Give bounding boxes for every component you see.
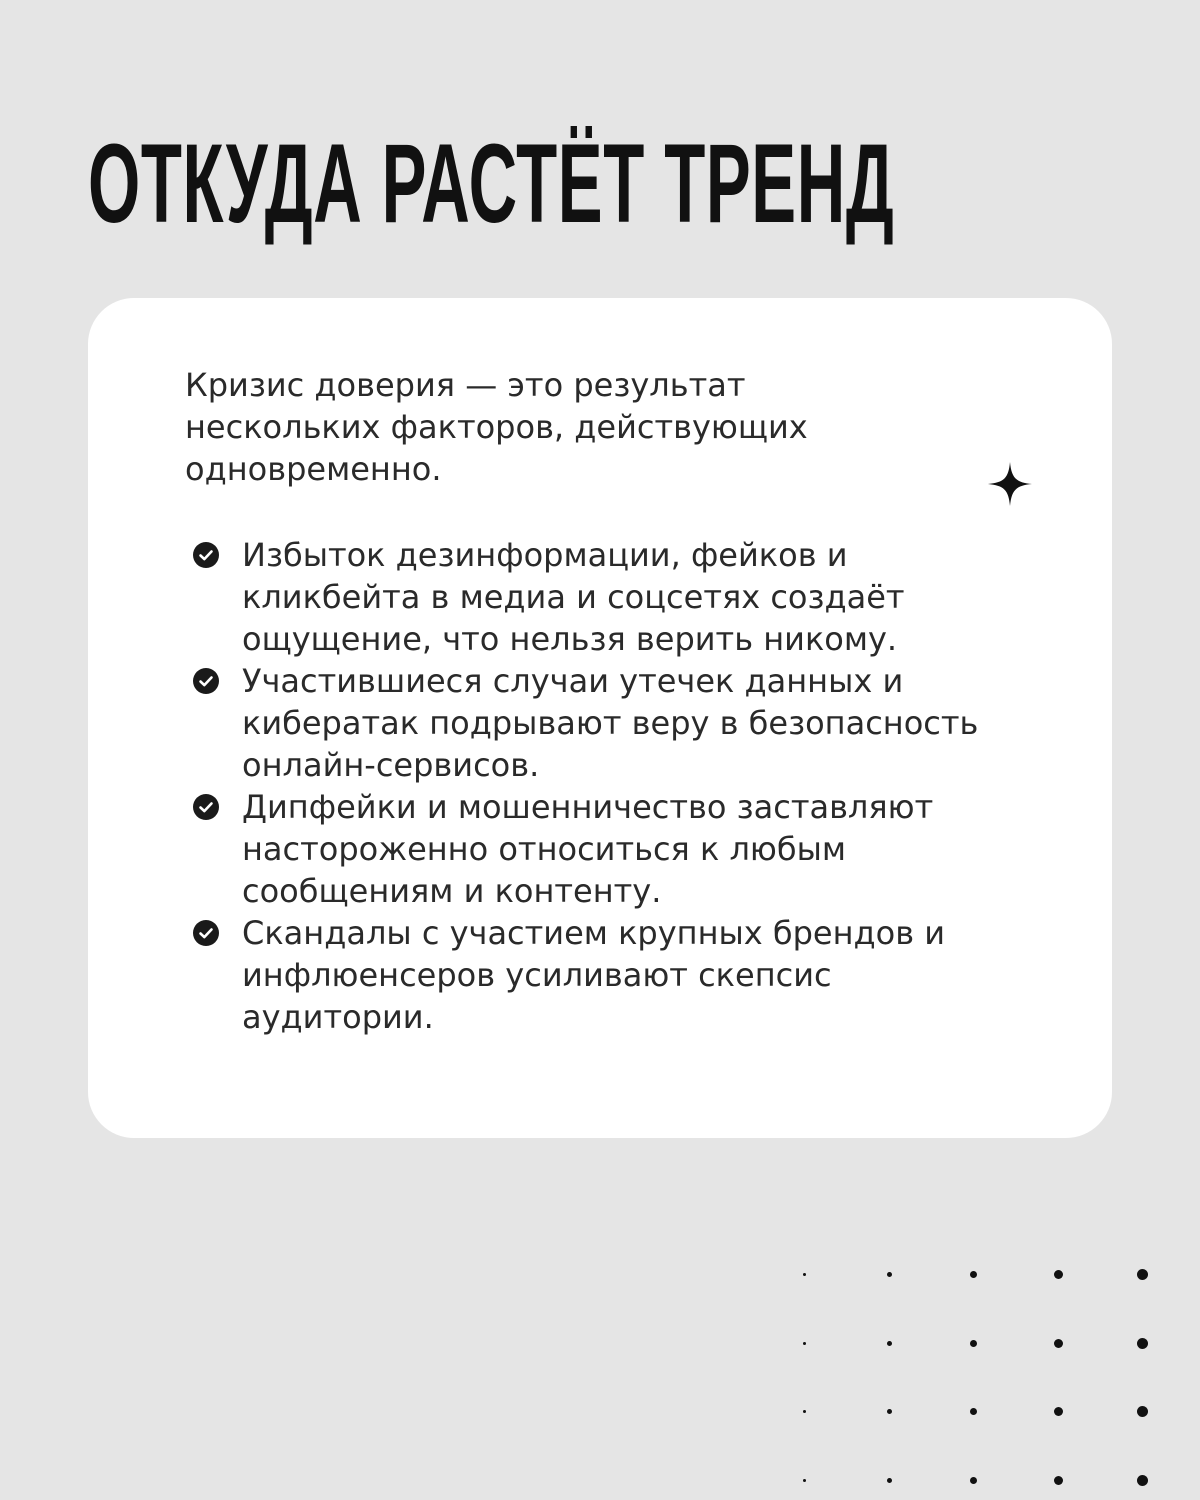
- dot: [803, 1479, 806, 1482]
- dot: [1137, 1338, 1148, 1349]
- intro-text: Кризис доверия — это результат нескольких факторов, действующих одновременно.: [185, 366, 808, 488]
- list-item: [185, 786, 1025, 912]
- check-circle-icon: [193, 794, 219, 820]
- check-circle-icon: [193, 668, 219, 694]
- dot: [1137, 1475, 1148, 1486]
- dot: [803, 1410, 806, 1413]
- dot: [803, 1342, 806, 1345]
- dot: [1054, 1476, 1063, 1485]
- check-circle-icon: [193, 920, 219, 946]
- sparkle-star-icon: [986, 460, 1034, 508]
- dot: [1054, 1339, 1063, 1348]
- dot: [970, 1340, 977, 1347]
- dot: [970, 1271, 977, 1278]
- dot: [1137, 1269, 1148, 1280]
- dot: [803, 1273, 806, 1276]
- dot: [887, 1272, 892, 1277]
- dot: [887, 1341, 892, 1346]
- list-item: [185, 912, 1025, 1038]
- list-item-text: Участившиеся случаи утечек данных и кибератак подрывают веру в безопасность онлайн-сервисов.: [242, 662, 979, 784]
- dot: [887, 1409, 892, 1414]
- check-circle-icon: [193, 542, 219, 568]
- list-item-text: Скандалы с участием крупных брендов и инфлюенсеров усиливают скепсис аудитории.: [242, 914, 946, 1036]
- list-item-text: Дипфейки и мошенничество заставляют настороженно относиться к любым сообщениям и контенту.: [242, 788, 934, 910]
- dot: [1054, 1407, 1063, 1416]
- list-item: [185, 660, 1025, 786]
- page-title: ОТКУДА РАСТЁТ ТРЕНД: [88, 121, 895, 246]
- dot: [1137, 1406, 1148, 1417]
- dot: [970, 1477, 977, 1484]
- list-item-text: Избыток дезинформации, фейков и кликбейта в медиа и соцсетях создаёт ощущение, что нельзя верить никому.: [242, 536, 905, 658]
- factor-list: [185, 534, 1025, 1038]
- dot: [887, 1478, 892, 1483]
- list-item: [185, 534, 1025, 660]
- dot: [1054, 1270, 1063, 1279]
- dot: [970, 1408, 977, 1415]
- content-card: [88, 298, 1112, 1138]
